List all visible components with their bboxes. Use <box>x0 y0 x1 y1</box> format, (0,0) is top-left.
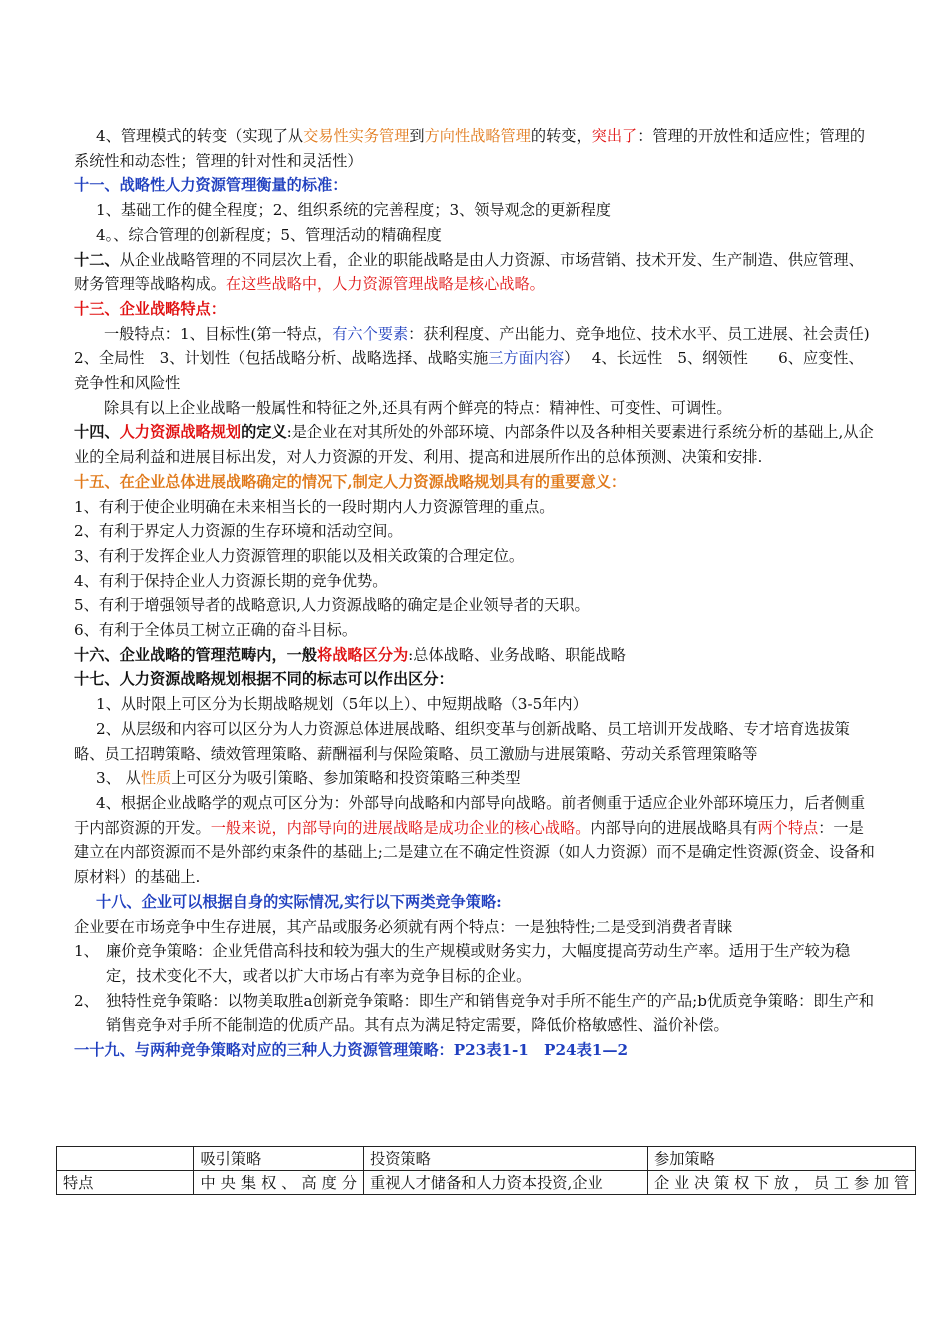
text: ：管理的开放性和适应性；管理的系统性和动态性；管理的针对性和灵活性） <box>74 127 866 170</box>
sec18-heading: 十八、企业可以根据自身的实际情况,实行以下两类竞争策略: <box>96 892 502 911</box>
sec13-heading: 十三、企业战略特点： <box>74 299 226 318</box>
sec14-heading: 十四、 <box>74 423 120 442</box>
text: 廉价竞争策略：企业凭借高科技和较为强大的生产规模或财务实力，大幅度提高劳动生产率。适用于生产较为稳定，技术变化不大，或者以扩大市场占有率为竞争目标的企业。 <box>106 942 851 985</box>
sec15-heading: 十五、在企业总体进展战略确定的情况下,制定人力资源战略规划具有的重要意义： <box>74 472 627 491</box>
highlight-red: 将战略区分为 <box>317 645 409 664</box>
sec13-paragraph2: 除具有以上企业战略一般属性和特征之外,还具有两个鲜亮的特点：精神性、可变性、可调性。 <box>104 398 732 417</box>
table-cell: 投资策略 <box>364 1147 648 1171</box>
sec11-line1: 1、基础工作的健全程度；2、组织系统的完善程度；3、领导观念的更新程度 <box>96 201 611 220</box>
text: 一般特点：1、目标性(第一特点， <box>104 324 333 343</box>
highlight-orange: 性质 <box>140 769 172 788</box>
sec17-line1: 1、从时限上可区分为长期战略规划（5年以上）、中短期战略（3-5年内） <box>96 695 588 714</box>
item-number: 2、 <box>74 991 99 1010</box>
sec17-line3 <box>74 766 876 791</box>
highlight-red: 人力资源战略规划 <box>119 423 242 442</box>
table-header-row <box>57 1147 916 1171</box>
sec16-heading: 十六、企业战略的管理范畴内，一般 <box>74 645 317 664</box>
text: ：一是建立在内部资源而不是外部约束条件的基础上;二是建立在不确定性资源（如人力资源）而不是确定性资源(资金、设备和原材料）的基础上. <box>74 818 875 887</box>
sec19-heading: 一十九、与两种竞争策略对应的三种人力资源管理策略：P23表1-1 P24表1—2 <box>74 1041 629 1060</box>
text: ） 4、长远性 5、纲领性 6、应变性、竞争性和风险性 <box>74 349 864 393</box>
table-cell: 吸引策略 <box>194 1147 364 1171</box>
item-number: 1、 <box>74 942 99 961</box>
list-item: 3、有利于发挥企业人力资源管理的职能以及相关政策的合理定位。 <box>74 546 525 565</box>
text: 内部导向的进展战略具有 <box>590 818 758 837</box>
document-body <box>74 124 885 1063</box>
highlight-red: 突出了 <box>591 127 638 145</box>
text: :是企业在对其所处的外部环境、内部条件以及各种相关要素进行系统分析的基础上,从企业的全局利益和进展目标出发，对人力资源的开发、利用、提高和进展所作出的总体预测、决策和安排. <box>74 423 874 467</box>
sec17-heading: 十七、人力资源战略规划根据不同的标志可以作出区分： <box>74 670 454 689</box>
highlight-red: 一般来说，内部导向的进展战略是成功企业的核心战略。 <box>210 818 591 837</box>
sec14-paragraph <box>74 420 876 469</box>
text: 4、管理模式的转变（实现了从 <box>96 127 304 145</box>
list-item: 2、有利于界定人力资源的生存环境和活动空间。 <box>74 522 403 541</box>
sec16-paragraph <box>74 643 876 668</box>
table-cell: 企业决策权下放，员工参加管 <box>648 1171 916 1195</box>
highlight-orange: 方向性战略管理 <box>424 127 531 145</box>
table-cell: 重视人才储备和人力资本投资,企业 <box>364 1171 648 1195</box>
highlight-red: 在这些战略中，人力资源管理战略是核心战略。 <box>225 275 545 294</box>
sec11-line2: 4。、综合管理的创新程度；5、管理活动的精确程度 <box>96 225 442 244</box>
table-row <box>57 1171 916 1195</box>
table-cell: 参加策略 <box>648 1147 916 1171</box>
highlight-blue: 三方面内容 <box>488 349 565 368</box>
sec17-line4 <box>74 791 876 890</box>
highlight-blue: 有六个要素 <box>332 324 409 343</box>
sec17-line2: 2、从层级和内容可以区分为人力资源总体进展战略、组织变革与创新战略、员工培训开发战略、专才培育选拔策略、员工招聘策略、绩效管理策略、薪酬福利与保险策略、员工激励与进展策略、劳动关系管理策略等 <box>74 719 850 763</box>
text: 4、根据企业战略学的观点可区分为：外部导向战略和内部导向战略。前者侧重于适应企业外部环境压力，后者侧重于内部资源的开发。 <box>74 793 866 837</box>
text: 从企业战略管理的不同层次上看，企业的职能战略是由人力资源、市场营销、技术开发、生产制造、供应管理、财务管理等战略构成。 <box>74 250 864 294</box>
highlight-red: 两个特点 <box>757 818 819 837</box>
list-item: 4、有利于保持企业人力资源长期的竞争优势。 <box>74 571 388 590</box>
sec12-paragraph <box>74 248 876 297</box>
table-cell: 中央集权、高度分 <box>194 1171 364 1195</box>
sec12-heading: 十二、 <box>74 250 120 269</box>
text: :总体战略、业务战略、职能战略 <box>408 645 626 664</box>
list-item: 1、有利于使企业明确在未来相当长的一段时期内人力资源管理的重点。 <box>74 497 555 516</box>
text: 到 <box>409 127 425 145</box>
text: 上可区分为吸引策略、参加策略和投资策略三种类型 <box>171 769 521 788</box>
text: 的转变， <box>530 127 592 145</box>
list-item: 5、有利于增强领导者的战略意识,人力资源战略的确定是企业领导者的天职。 <box>74 596 590 615</box>
table-cell: 特点 <box>57 1171 194 1195</box>
table-cell <box>57 1147 194 1171</box>
sec18-intro: 企业要在市场竞争中生存进展，其产品或服务必须就有两个特点：一是独特性;二是受到消费者青睐 <box>74 917 733 936</box>
sec18-item1 <box>74 939 876 988</box>
list-item: 6、有利于全体员工树立正确的奋斗目标。 <box>74 621 358 640</box>
sec11-heading: 十一、战略性人力资源管理衡量的标准： <box>74 176 348 195</box>
text: 独特性竞争策略：以物美取胜a创新竞争策略：即生产和销售竞争对手所不能生产的产品;b优质竞争策略：即生产和销售竞争对手所不能制造的优质产品。其有点为满足特定需要，降低价格敏感性、溢价补偿。 <box>106 991 875 1035</box>
highlight-orange: 交易性实务管理 <box>303 127 410 145</box>
sec14-heading-tail: 的定义 <box>241 423 287 442</box>
text: 3、 从 <box>96 769 141 788</box>
strategy-table <box>56 1146 916 1195</box>
sec4-paragraph <box>74 124 876 173</box>
sec13-paragraph1 <box>74 322 885 396</box>
text: ：获利程度、产出能力、竞争地位、技术水平、员工进展、社会责任) 2、全局性 3、计划性（包括战略分析、战略选择、战略实施 <box>74 324 885 368</box>
sec18-item2 <box>74 989 876 1038</box>
